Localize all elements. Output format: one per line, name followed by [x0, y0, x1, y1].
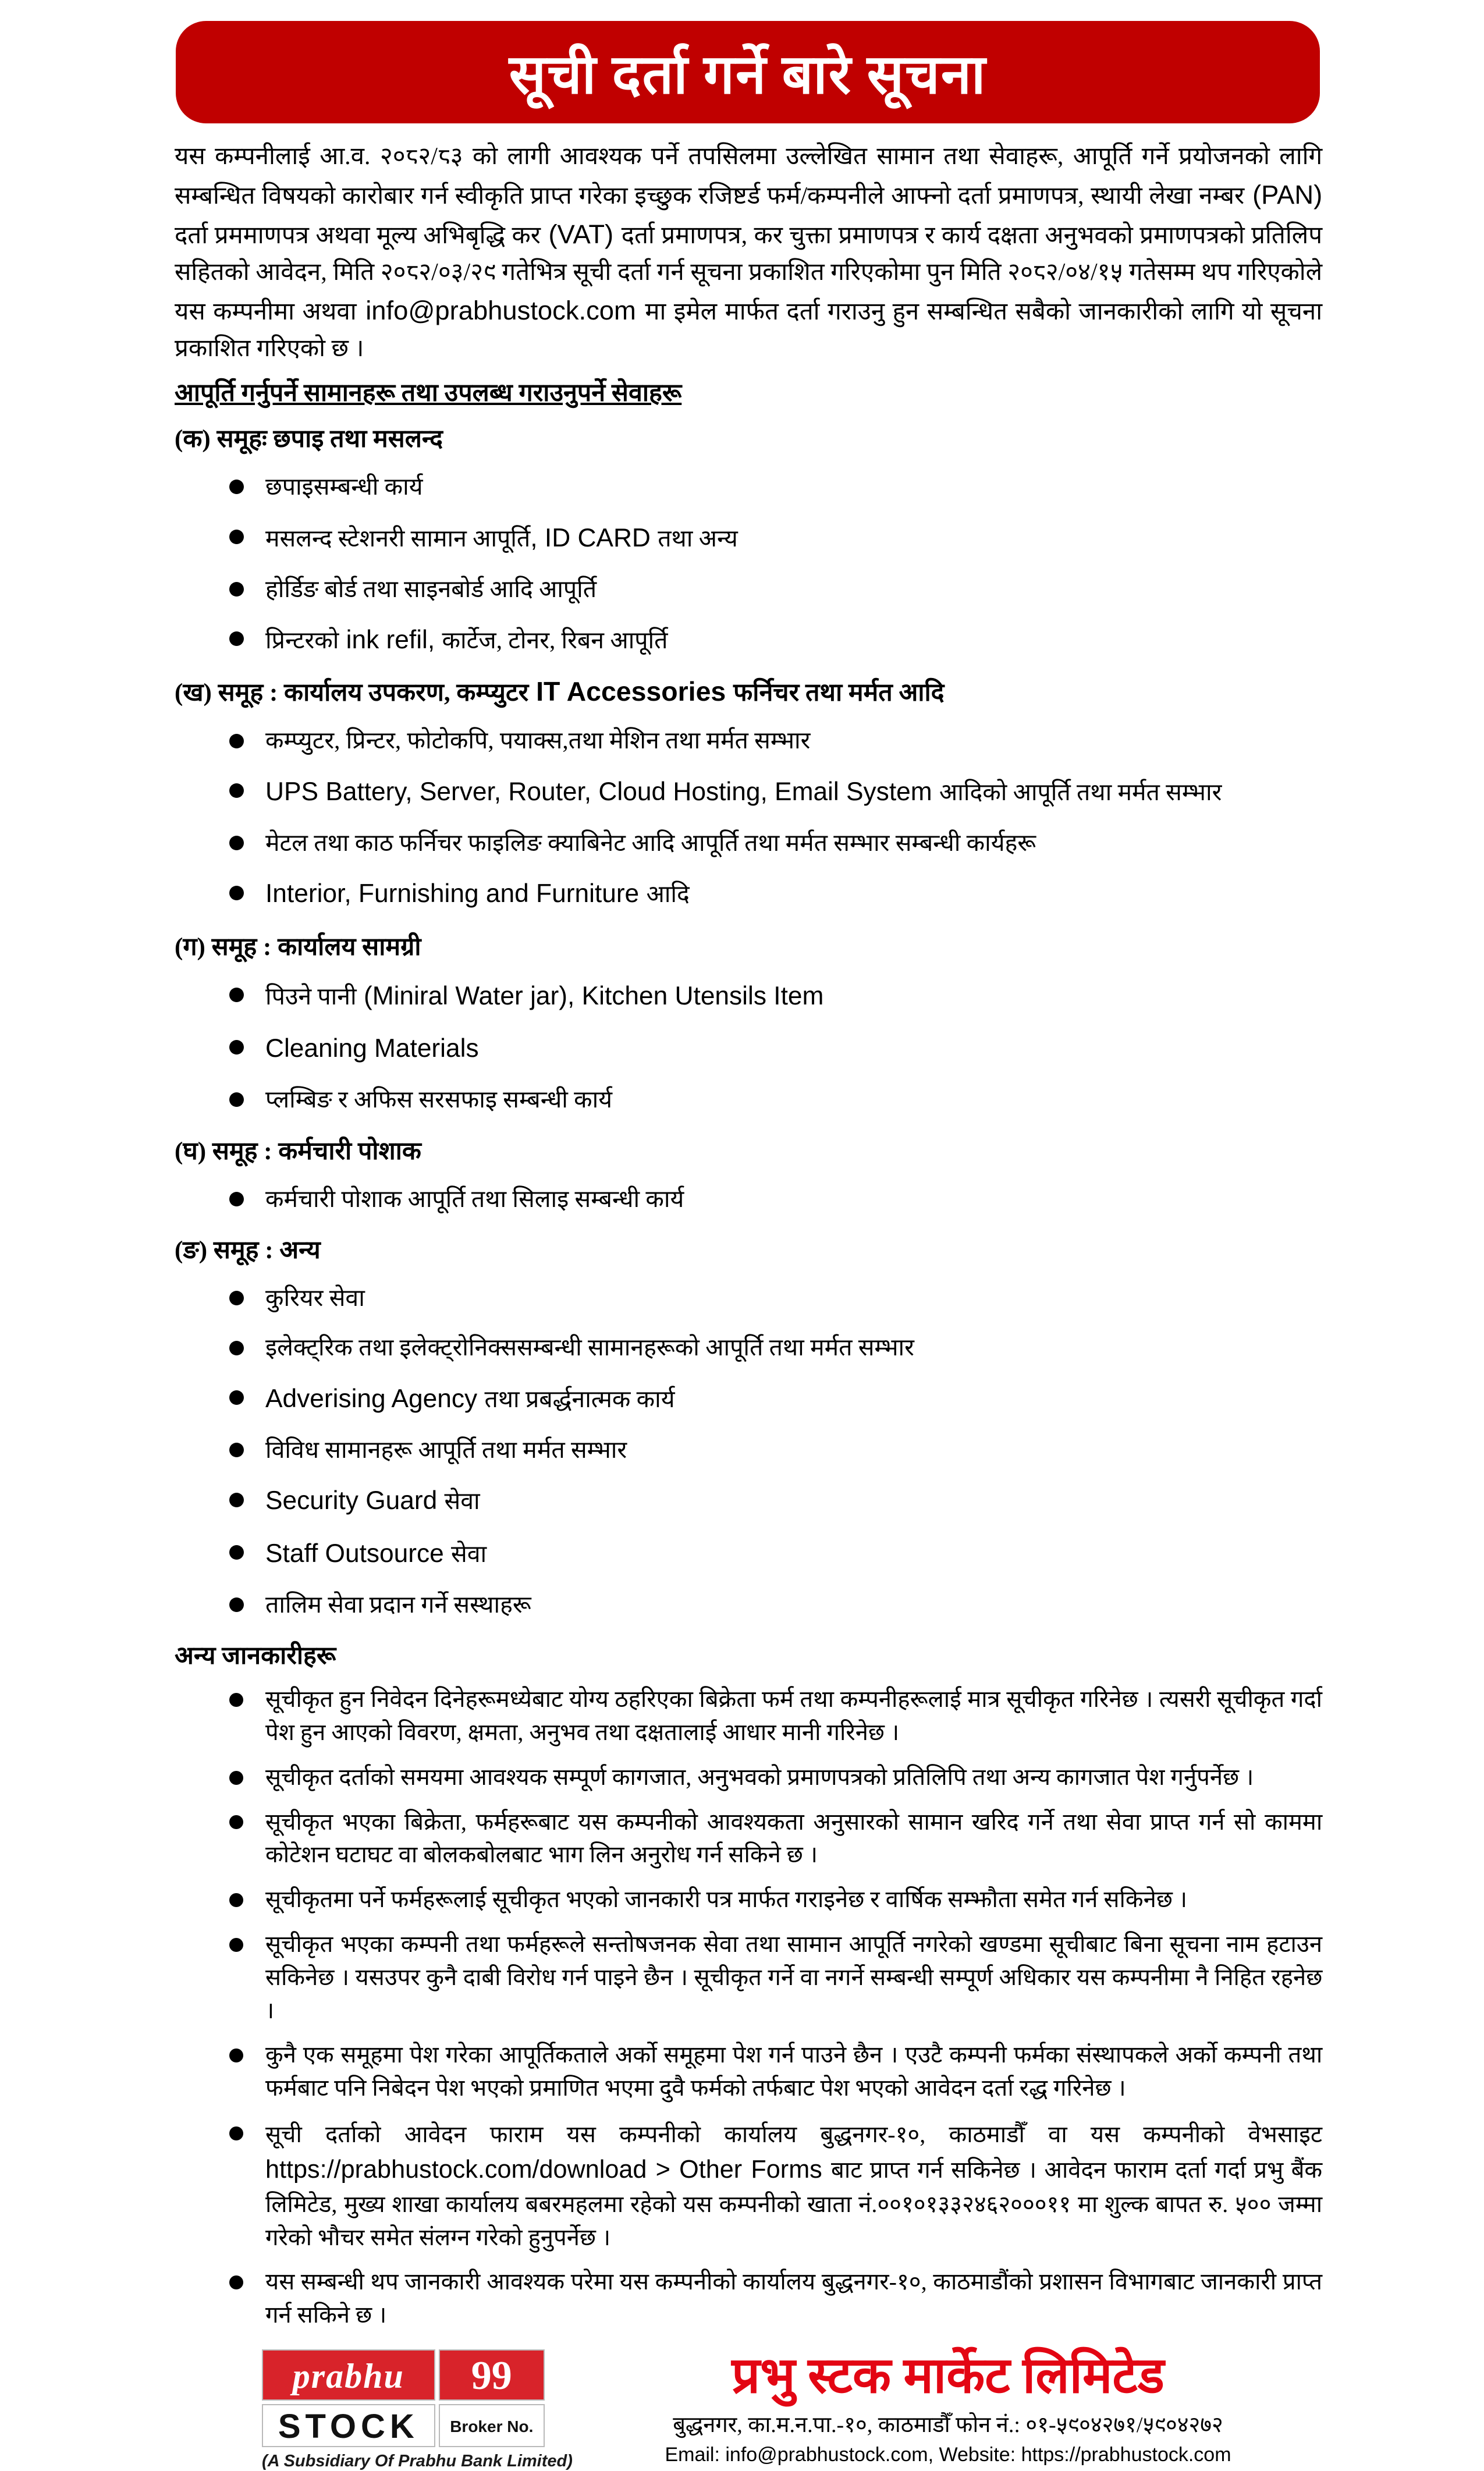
list-item: तालिम सेवा प्रदान गर्ने सस्थाहरू [228, 1588, 1322, 1622]
list-item: इलेक्ट्रिक तथा इलेक्ट्रोनिक्ससम्बन्धी सामानहरूको आपूर्ति तथा मर्मत सम्भार [228, 1330, 1322, 1365]
list-item: प्रिन्टरको ink refil, कार्टेज, टोनर, रिबन आपूर्ति [228, 622, 1322, 659]
latin-text-segment: Staff Outsource [265, 1539, 452, 1568]
list-item: UPS Battery, Server, Router, Cloud Hosting, Email System आदिको आपूर्ति तथा मर्मत सम्भार [228, 773, 1322, 811]
other-info-list [228, 1683, 1322, 2332]
company-name: प्रभु स्टक मार्केट लिमिटेड [732, 2347, 1165, 2403]
group-section [175, 1132, 1322, 1216]
group-section [175, 674, 1322, 913]
company-contact: Email: info@prabhustock.com, Website: https://prabhustock.com [665, 2444, 1231, 2466]
list-item: पिउने पानी (Miniral Water jar), Kitchen Utensils Item [228, 978, 1322, 1015]
latin-text-segment: info@prabhustock.com [356, 296, 645, 326]
list-item: सूचीकृतमा पर्ने फर्महरूलाई सूचीकृत भएको जानकारी पत्र मार्फत गराइनेछ र वार्षिक सम्झौता समेत गर्न सकिनेछ । [228, 1883, 1322, 1916]
logo-broker-number: 99 [439, 2349, 545, 2401]
footer-company-block [574, 2349, 1322, 2466]
group-item-list [228, 1281, 1322, 1622]
page-title: सूची दर्ता गर्ने बारे सूचना [509, 45, 987, 105]
latin-text-segment: https://prabhustock.com/download > Other Forms [265, 2156, 832, 2184]
intro-paragraph: यस कम्पनीलाई आ.व. २०८२/८३ को लागी आवश्यक पर्ने तपसिलमा उल्लेखित सामान तथा सेवाहरू, आपूर्ति गर्ने प्रयोजनको लागि सम्बन्धित विषयको कारोबार गर्न स्वीकृति प्राप्त गरेका इच्छुक रजिष्टर्ड फर्म/कम्पनीले आफ्नो दर्ता प्रमाणपत्र, स्थायी लेखा नम्बर (PAN) दर्ता प्रममाणपत्र अथवा मूल्य अभिबृद्धि कर (VAT) दर्ता प्रमाणपत्र, कर चुक्ता प्रमाणपत्र र कार्य दक्षता अनुभवको प्रमाणपत्रको प्रतिलिप सहितको आवेदन, मिति २०८२/०३/२९ गतेभित्र सूची दर्ता गर्न सूचना प्रकाशित गरिएकोमा पुन मिति २०८२/०४/१५ गतेसम्म थप गरिएकोले यस कम्पनीमा अथवा info@prabhustock.com मा इमेल मार्फत दर्ता गराउनु हुन सम्बन्धित सबैको जानकारीको लागि यो सूचना प्रकाशित गरिएको छ । [175, 143, 1323, 363]
group-heading: (ग) समूह : कार्यालय सामग्री [175, 933, 421, 961]
group-item-list [228, 723, 1322, 913]
list-item: सूचीकृत हुन निवेदन दिनेहरूमध्येबाट योग्य ठहरिएका बिक्रेता फर्म तथा कम्पनीहरूलाई मात्र सूचीकृत गरिनेछ । त्यसरी सूचीकृत गर्दा पेश हुन आएको विवरण, क्षमता, अनुभव तथा दक्षतालाई आधार मानी गरिनेछ । [228, 1683, 1322, 1749]
list-item: Interior, Furnishing and Furniture आदि [228, 875, 1322, 913]
list-item: सूची दर्ताको आवेदन फाराम यस कम्पनीको कार्यालय बुद्धनगर-१०, काठमाडौँ वा यस कम्पनीको वेभसाइट https://prabhustock.com/download > Other Forms बाट प्राप्त गर्न सकिनेछ । आवेदन फाराम दर्ता गर्दा प्रभु बैंक लिमिटेड, मुख्य शाखा कार्यालय बबरमहलमा रहेको यस कम्पनीको खाता नं.००१०१३३२४६२०००११ मा शुल्क बापत रु. ५०० जम्मा गरेको भौचर समेत संलग्न गरेको हुनुपर्नेछ । [228, 2117, 1322, 2254]
supply-groups [175, 420, 1322, 1622]
group-heading: (घ) समूह : कर्मचारी पोशाक [175, 1137, 421, 1165]
list-item: होर्डिङ बोर्ड तथा साइनबोर्ड आदि आपूर्ति [228, 572, 1322, 606]
group-heading: (ङ) समूह : अन्य [175, 1236, 321, 1264]
list-item: मसलन्द स्टेशनरी सामान आपूर्ति, ID CARD तथा अन्य [228, 520, 1322, 557]
list-item: कुरियर सेवा [228, 1281, 1322, 1315]
list-item: कम्प्युटर, प्रिन्टर, फोटोकपि, पयाक्स,तथा मेशिन तथा मर्मत सम्भार [228, 723, 1322, 758]
latin-text-segment: (Miniral Water jar), Kitchen Utensils Item [356, 981, 824, 1010]
latin-text-segment: IT Accessories [528, 676, 734, 707]
logo-subsidiary-caption: (A Subsidiary Of Prabhu Bank Limited) [262, 2451, 573, 2470]
latin-text-segment: ink refil, [339, 626, 442, 655]
latin-text-segment: Security Guard [265, 1486, 445, 1515]
list-item: Staff Outsource सेवा [228, 1535, 1322, 1572]
prabhu-stock-logo [262, 2349, 573, 2471]
group-section [175, 1231, 1322, 1622]
logo-brand-text: prabhu [262, 2349, 435, 2401]
group-item-list [228, 1182, 1322, 1216]
latin-text-segment: Adverising Agency [265, 1384, 485, 1413]
footer [175, 2349, 1322, 2471]
latin-text-segment: (PAN) [1244, 180, 1323, 210]
group-item-list [228, 470, 1322, 659]
logo-grid [262, 2349, 541, 2447]
group-section [175, 420, 1322, 659]
list-item: Security Guard सेवा [228, 1482, 1322, 1519]
latin-text-segment: Cleaning Materials [265, 1034, 479, 1063]
group-section [175, 928, 1322, 1117]
list-item: प्लम्बिङ र अफिस सरसफाइ सम्बन्धी कार्य [228, 1082, 1322, 1117]
list-item: यस सम्बन्धी थप जानकारी आवश्यक परेमा यस कम्पनीको कार्यालय बुद्धनगर-१०, काठमाडौंको प्रशासन विभागबाट जानकारी प्राप्त गर्न सकिने छ । [228, 2266, 1322, 2332]
list-item: विविध सामानहरू आपूर्ति तथा मर्मत सम्भार [228, 1433, 1322, 1467]
list-item: कुनै एक समूहमा पेश गरेका आपूर्तिकताले अर्को समूहमा पेश गर्न पाउने छैन । एउटै कम्पनी फर्मका संस्थापकले अर्को कम्पनी तथा फर्मबाट पनि निबेदन पेश भएको प्रमाणित भएमा दुवै फर्मको तर्फबाट पेश भएको आवेदन दर्ता रद्ध गरिनेछ । [228, 2039, 1322, 2105]
title-banner [176, 21, 1320, 123]
latin-text-segment: , ID CARD [530, 523, 658, 552]
logo-broker-label: Broker No. [439, 2404, 545, 2447]
group-item-list [228, 978, 1322, 1117]
logo-stock-text: STOCK [262, 2404, 435, 2447]
list-item: Adverising Agency तथा प्रबर्द्धनात्मक कार्य [228, 1380, 1322, 1418]
list-item: छपाइसम्बन्धी कार्य [228, 470, 1322, 504]
list-item: सूचीकृत दर्ताको समयमा आवश्यक सम्पूर्ण कागजात, अनुभवको प्रमाणपत्रको प्रतिलिपि तथा अन्य कागजात पेश गर्नुपर्नेछ । [228, 1761, 1322, 1794]
latin-text-segment: UPS Battery, Server, Router, Cloud Hosting, Email System [265, 777, 939, 806]
group-heading: (क) समूहः छपाइ तथा मसलन्द [175, 425, 443, 453]
other-info-heading: अन्य जानकारीहरू [175, 1642, 336, 1670]
supply-section-heading: आपूर्ति गर्नुपर्ने सामानहरू तथा उपलब्ध गराउनुपर्ने सेवाहरू [175, 379, 682, 407]
list-item: कर्मचारी पोशाक आपूर्ति तथा सिलाइ सम्बन्धी कार्य [228, 1182, 1322, 1216]
company-address: बुद्धनगर, का.म.न.पा.-१०, काठमाडौँ फोन नं.: ०१-५९०४२७१/५९०४२७२ [673, 2413, 1223, 2438]
latin-text-segment: (VAT) [540, 219, 622, 250]
list-item: सूचीकृत भएका बिक्रेता, फर्महरूबाट यस कम्पनीको आवश्यकता अनुसारको सामान खरिद गर्ने तथा सेवा प्राप्त गर्न सो काममा कोटेशन घटाघट वा बोलकबोलबाट भाग लिन अनुरोध गर्न सकिने छ । [228, 1806, 1322, 1872]
list-item: सूचीकृत भएका कम्पनी तथा फर्महरूले सन्तोषजनक सेवा तथा सामान आपूर्ति नगरेको खण्डमा सूचीबाट बिना सूचना नाम हटाउन सकिनेछ । यसउपर कुनै दाबी विरोध गर्न पाइने छैन । सूचीकृत गर्ने वा नगर्ने सम्बन्धी सम्पूर्ण अधिकार यस कम्पनीमा नै निहित रहनेछ । [228, 1928, 1322, 2027]
list-item: मेटल तथा काठ फर्निचर फाइलिङ क्याबिनेट आदि आपूर्ति तथा मर्मत सम्भार सम्बन्धी कार्यहरू [228, 826, 1322, 860]
group-heading: (ख) समूह : कार्यालय उपकरण, कम्प्युटर IT Accessories फर्निचर तथा मर्मत आदि [175, 676, 945, 707]
list-item [228, 1030, 1322, 1067]
latin-text-segment: Interior, Furnishing and Furniture [265, 879, 647, 908]
